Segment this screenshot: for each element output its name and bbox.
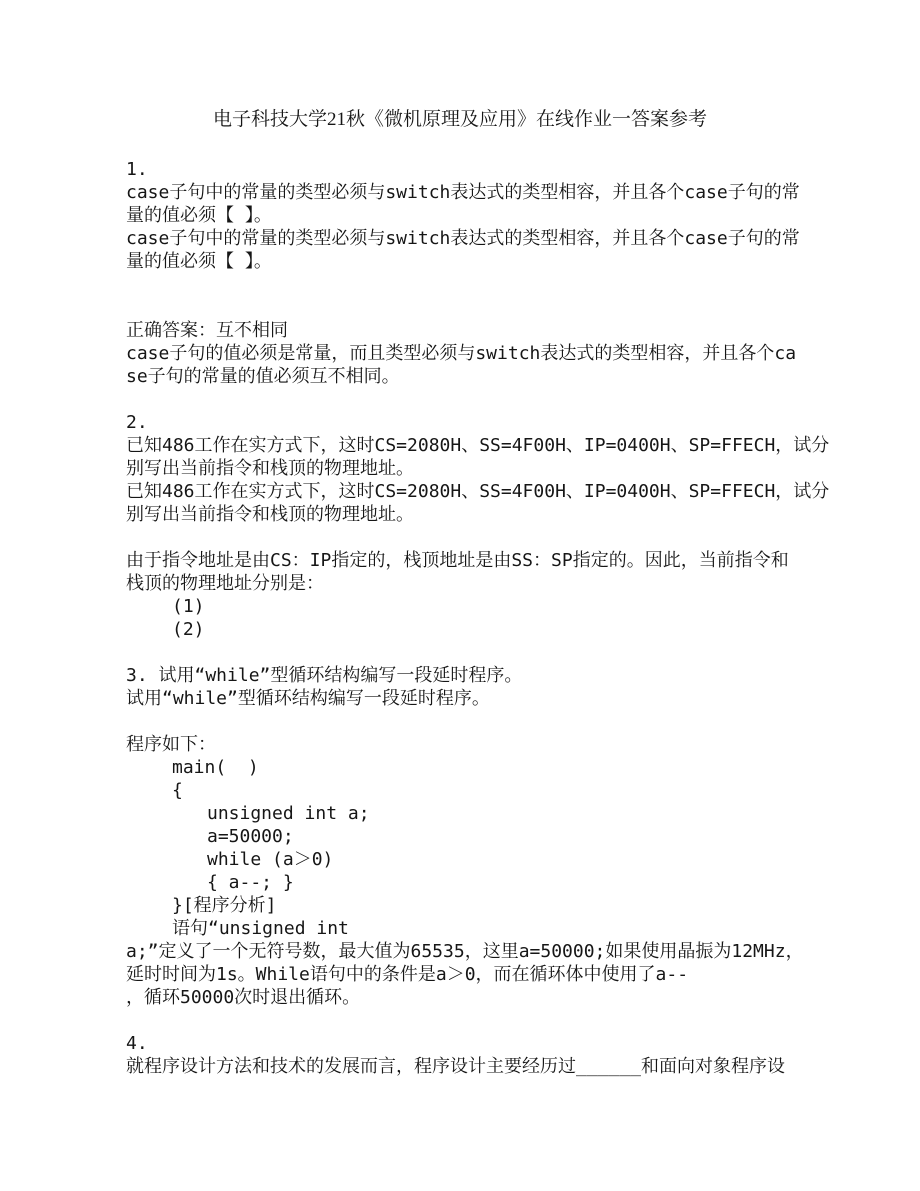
text-line: 已知486工作在实方式下，这时CS=2080H、SS=4F00H、IP=0400H、SP=FFECH，试分 bbox=[126, 435, 830, 456]
text-line: 2. bbox=[126, 412, 148, 433]
blank-line bbox=[126, 710, 920, 733]
text-line: (1) bbox=[172, 596, 205, 617]
text-line: se子句的常量的值必须互不相同。 bbox=[126, 366, 400, 387]
text-line: 别写出当前指令和栈顶的物理地址。 bbox=[126, 504, 414, 525]
text-line: case子句中的常量的类型必须与switch表达式的类型相容，并且各个case子句的常 bbox=[126, 182, 800, 203]
blank-line bbox=[126, 1009, 920, 1032]
text-line: 量的值必须【 】。 bbox=[126, 205, 272, 226]
blank-line bbox=[126, 296, 920, 319]
text-line: a=50000; bbox=[207, 826, 294, 847]
text-line: 1. bbox=[126, 159, 148, 180]
text-line: 已知486工作在实方式下，这时CS=2080H、SS=4F00H、IP=0400H、SP=FFECH，试分 bbox=[126, 481, 830, 502]
text-line: { a--; } bbox=[207, 872, 294, 893]
text-line: 别写出当前指令和栈顶的物理地址。 bbox=[126, 458, 414, 479]
text-line: 栈顶的物理地址分别是： bbox=[126, 573, 324, 594]
text-line: a;”定义了一个无符号数，最大值为65535，这里a=50000;如果使用晶振为12MHz， bbox=[126, 941, 804, 962]
text-line: unsigned int a; bbox=[207, 803, 370, 824]
text-line: 延时时间为1s。While语句中的条件是a＞0，而在循环体中使用了a-- bbox=[126, 964, 689, 985]
blank-line bbox=[126, 526, 920, 549]
blank-line bbox=[126, 388, 920, 411]
text-line: ，循环50000次时退出循环。 bbox=[126, 987, 361, 1008]
text-line: 语句“unsigned int bbox=[172, 918, 349, 939]
blank-line bbox=[126, 641, 920, 664]
text-line: { bbox=[172, 780, 183, 801]
text-line: 程序如下： bbox=[126, 734, 216, 755]
text-line: while (a＞0) bbox=[207, 849, 334, 870]
text-line: (2) bbox=[172, 619, 205, 640]
text-line: case子句的值必须是常量，而且类型必须与switch表达式的类型相容，并且各个ca bbox=[126, 343, 797, 364]
page-title: 电子科技大学21秋《微机原理及应用》在线作业一答案参考 bbox=[212, 109, 707, 130]
text-line: }[程序分析] bbox=[172, 895, 277, 916]
text-line: main( ) bbox=[172, 757, 259, 778]
text-line: 试用“while”型循环结构编写一段延时程序。 bbox=[126, 688, 490, 709]
text-line: 正确答案：互不相同 bbox=[126, 320, 288, 341]
text-line: case子句中的常量的类型必须与switch表达式的类型相容，并且各个case子句的常 bbox=[126, 228, 800, 249]
text-line: 4. bbox=[126, 1033, 148, 1054]
text-line: 量的值必须【 】。 bbox=[126, 251, 272, 272]
text-line: 3. 试用“while”型循环结构编写一段延时程序。 bbox=[126, 665, 523, 686]
text-line: 就程序设计方法和技术的发展而言，程序设计主要经历过______和面向对象程序设 bbox=[126, 1056, 786, 1077]
text-line: 由于指令地址是由CS：IP指定的，栈顶地址是由SS：SP指定的。因此，当前指令和 bbox=[126, 550, 789, 571]
blank-line bbox=[126, 273, 920, 296]
document-body bbox=[126, 158, 920, 1078]
